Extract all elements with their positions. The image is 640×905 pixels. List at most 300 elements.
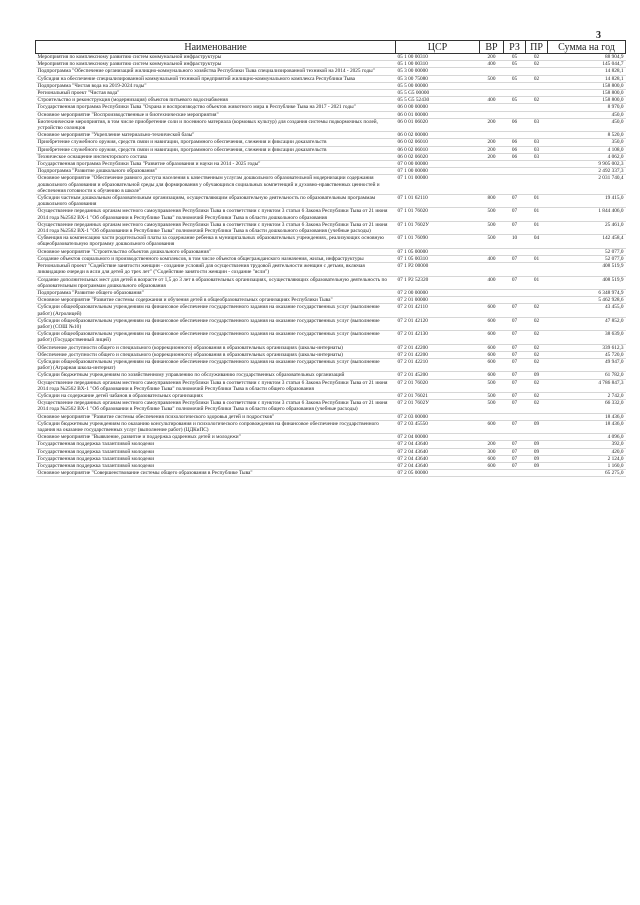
row-rz xyxy=(504,68,526,75)
row-csr: 07 0 00 00000 xyxy=(396,161,480,168)
row-pr xyxy=(526,161,548,168)
row-rz: 06 xyxy=(504,118,526,131)
row-name: Субсидия на обеспечение специализированной коммунальной техникой предприятий жилищно-коммунального комплекса Республики Тыва xyxy=(36,75,396,82)
row-sum: 4 108,0 xyxy=(548,146,626,153)
row-rz: 07 xyxy=(504,441,526,448)
row-csr: 07 2 01 42130 xyxy=(396,331,480,344)
row-csr: 05 3 00 75080 xyxy=(396,75,480,82)
row-csr: 07 2 04 43640 xyxy=(396,455,480,462)
row-vr: 500 xyxy=(480,75,504,82)
row-pr xyxy=(526,289,548,296)
row-sum: 4 096,0 xyxy=(548,434,626,441)
row-vr: 600 xyxy=(480,372,504,379)
table-row xyxy=(36,221,626,234)
row-sum: 88 904,9 xyxy=(548,54,626,61)
row-rz xyxy=(504,248,526,255)
row-csr: 07 1 01 7602У xyxy=(396,221,480,234)
row-csr: 07 2 04 00000 xyxy=(396,434,480,441)
row-rz: 07 xyxy=(504,455,526,462)
row-rz xyxy=(504,82,526,89)
row-csr: 07 2 04 43640 xyxy=(396,448,480,455)
row-name: Осуществление переданных органам местного самоуправления Республики Тыва в соответствии с пунктом 3 статьи 6 Закона Республики Тыва от 21 июня 2014 года №2562 ВХ-1 "Об образовании в Республике Тыва" полномочий Республики Тыва в области общего образования (учебные расходы) xyxy=(36,400,396,413)
table-row xyxy=(36,413,626,420)
row-rz: 07 xyxy=(504,462,526,469)
row-csr: 05 5 G5 00000 xyxy=(396,90,480,97)
row-sum: 158 800,0 xyxy=(548,97,626,104)
row-name: Государственная программа Республики Тыва "Развитие образования и науки на 2014 - 2025 годы" xyxy=(36,161,396,168)
row-vr: 600 xyxy=(480,331,504,344)
row-name: Государственная поддержка талантливой молодежи xyxy=(36,455,396,462)
row-pr xyxy=(526,470,548,477)
row-name: Субсидии бюджетным учреждениям по оказанию консультирования и психологического сопровождения на финансовое обеспечение государственного задания на оказание государственных услуг (выполнение работ) (ЦДКиПС) xyxy=(36,420,396,433)
row-name: Субвенция на компенсацию части родительской платы за содержание ребенка в муниципальных образовательных учреждениях, реализующих основную общеобразовательную программу дошкольного образования xyxy=(36,235,396,248)
row-vr: 200 xyxy=(480,441,504,448)
row-vr xyxy=(480,90,504,97)
row-vr: 500 xyxy=(480,392,504,399)
table-row xyxy=(36,434,626,441)
row-pr: 03 xyxy=(526,139,548,146)
row-csr: 07 2 03 45550 xyxy=(396,420,480,433)
row-sum: 38 639,0 xyxy=(548,331,626,344)
row-vr: 500 xyxy=(480,221,504,234)
row-pr: 09 xyxy=(526,420,548,433)
table-row xyxy=(36,61,626,68)
row-csr: 06 0 02 06010 xyxy=(396,146,480,153)
table-row xyxy=(36,441,626,448)
row-csr: 07 2 01 76021 xyxy=(396,392,480,399)
table-row xyxy=(36,153,626,160)
budget-table xyxy=(35,40,626,477)
table-row xyxy=(36,146,626,153)
row-vr: 600 xyxy=(480,344,504,351)
row-pr: 01 xyxy=(526,221,548,234)
header-csr: ЦСР xyxy=(396,41,480,54)
row-vr: 500 xyxy=(480,379,504,392)
row-csr: 06 0 01 00000 xyxy=(396,111,480,118)
header-sum: Сумма на год xyxy=(548,41,626,54)
row-vr xyxy=(480,297,504,304)
row-rz: 05 xyxy=(504,54,526,61)
row-vr xyxy=(480,470,504,477)
row-name: Региональный проект "Содействие занятости женщин - создание условий для осуществления трудовой деятельности женщин с детьми, включая ликвидацию очереди в ясли для детей до трех лет" ("Содействие занятости женщин - создание "ясли") xyxy=(36,263,396,276)
row-rz: 05 xyxy=(504,97,526,104)
row-rz: 07 xyxy=(504,344,526,351)
row-name: Обеспечение доступности общего и специального (коррекционного) образования в образовательных организациях (школы-интернаты) xyxy=(36,344,396,351)
row-vr xyxy=(480,248,504,255)
row-pr xyxy=(526,90,548,97)
row-pr xyxy=(526,132,548,139)
row-name: Основное мероприятие "Развитие системы обеспечения психологического здоровья детей и подростков" xyxy=(36,413,396,420)
row-csr: 06 0 02 00000 xyxy=(396,132,480,139)
row-csr: 07 1 01 76090 xyxy=(396,235,480,248)
row-csr: 07 1 01 62110 xyxy=(396,195,480,208)
row-sum: 61 782,0 xyxy=(548,372,626,379)
row-vr xyxy=(480,289,504,296)
header-rz: РЗ xyxy=(504,41,526,54)
row-vr: 500 xyxy=(480,400,504,413)
row-vr xyxy=(480,132,504,139)
row-vr xyxy=(480,263,504,276)
row-vr: 200 xyxy=(480,139,504,146)
row-csr: 07 1 P2 52320 xyxy=(396,276,480,289)
row-sum: 2 742,0 xyxy=(548,392,626,399)
row-sum: 158 800,0 xyxy=(548,90,626,97)
table-row xyxy=(36,104,626,111)
row-pr: 09 xyxy=(526,462,548,469)
row-pr: 02 xyxy=(526,331,548,344)
row-csr: 07 2 01 42110 xyxy=(396,304,480,317)
row-vr: 400 xyxy=(480,255,504,262)
row-vr: 400 xyxy=(480,276,504,289)
row-name: Субсидии общеобразовательным учреждениям на финансовое обеспечение государственного задания на оказание государственных услуг (выполнение работ) (Аграрная школа-интернат) xyxy=(36,358,396,371)
row-pr: 01 xyxy=(526,276,548,289)
row-pr xyxy=(526,297,548,304)
row-csr: 07 1 P2 00000 xyxy=(396,263,480,276)
row-rz: 07 xyxy=(504,392,526,399)
row-rz: 07 xyxy=(504,195,526,208)
row-name: Субсидии общеобразовательным учреждениям на финансовое обеспечение государственного задания на оказание государственных услуг (выполнение работ) (СОШ №10) xyxy=(36,317,396,330)
row-name: Подпрограмма "Развитие дошкольного образования" xyxy=(36,168,396,175)
table-row xyxy=(36,90,626,97)
row-pr: 02 xyxy=(526,392,548,399)
table-row xyxy=(36,82,626,89)
row-rz: 07 xyxy=(504,304,526,317)
row-vr: 200 xyxy=(480,118,504,131)
row-sum: 47 852,0 xyxy=(548,317,626,330)
header-pr: ПР xyxy=(526,41,548,54)
row-pr xyxy=(526,263,548,276)
row-csr: 07 1 00 00000 xyxy=(396,168,480,175)
row-name: Создание объектов социального и производственного комплексов, в том числе объектов общегражданского назначения, жилья, инфраструктуры xyxy=(36,255,396,262)
header-vr: ВР xyxy=(480,41,504,54)
row-vr: 200 xyxy=(480,146,504,153)
row-vr: 400 xyxy=(480,61,504,68)
row-csr: 07 2 04 43640 xyxy=(396,441,480,448)
row-rz: 07 xyxy=(504,400,526,413)
table-row xyxy=(36,195,626,208)
row-name: Субсидии общеобразовательным учреждениям на финансовое обеспечение государственного задания на оказание государственных услуг (выполнение работ) (Агролицей) xyxy=(36,304,396,317)
table-row xyxy=(36,208,626,221)
row-sum: 450,0 xyxy=(548,118,626,131)
row-name: Государственная поддержка талантливой молодежи xyxy=(36,462,396,469)
row-name: Обеспечение доступности общего и специального (коррекционного) образования в образовательных организациях (школы-интернаты) xyxy=(36,351,396,358)
row-csr: 07 2 01 00000 xyxy=(396,297,480,304)
table-row xyxy=(36,351,626,358)
row-pr: 02 xyxy=(526,351,548,358)
row-name: Мероприятия по комплексному развитию систем коммунальной инфраструктуры xyxy=(36,54,396,61)
row-pr: 03 xyxy=(526,146,548,153)
row-vr: 600 xyxy=(480,358,504,371)
row-name: Биотехнические мероприятия, в том числе приобретение соли и посевного материала (кормовых культур) для создания системы подкормочных полей, устройство солонцов xyxy=(36,118,396,131)
row-csr: 07 2 00 00000 xyxy=(396,289,480,296)
row-name: Основное мероприятие "Строительство объектов дошкольного образования" xyxy=(36,248,396,255)
row-csr: 07 2 05 00000 xyxy=(396,470,480,477)
row-pr: 01 xyxy=(526,255,548,262)
row-pr: 02 xyxy=(526,379,548,392)
table-row xyxy=(36,235,626,248)
row-vr: 600 xyxy=(480,351,504,358)
row-name: Субсидии частным дошкольным образовательным организациям, осуществляющим образовательную деятельность по образовательным программам дошкольного образования xyxy=(36,195,396,208)
row-pr: 02 xyxy=(526,304,548,317)
row-sum: 420,0 xyxy=(548,448,626,455)
row-csr: 06 0 02 06020 xyxy=(396,153,480,160)
row-rz: 07 xyxy=(504,379,526,392)
table-row xyxy=(36,289,626,296)
row-name: Приобретение служебного оружия, средств связи и навигации, программного обеспечения, слежения и фиксации доказательств xyxy=(36,139,396,146)
table-row xyxy=(36,255,626,262)
table-row xyxy=(36,455,626,462)
row-pr: 02 xyxy=(526,97,548,104)
row-csr: 07 2 01 42200 xyxy=(396,344,480,351)
row-vr xyxy=(480,413,504,420)
row-rz xyxy=(504,111,526,118)
row-vr: 200 xyxy=(480,54,504,61)
table-row xyxy=(36,470,626,477)
row-name: Основное мероприятие "Обеспечение равного доступа населения к качественным услугам дошкольного образовательной модернизации содержания дошкольного образования и образовательной среды для формирования у обучающихся социальных компетенций и духовно-нравственных ценностей и обеспечения готовности к обучению в школе" xyxy=(36,175,396,195)
row-name: Осуществление переданных органам местного самоуправления Республики Тыва в соответствии с пунктом 3 статьи 6 Закона Республики Тыва от 21 июня 2014 года №2562 ВХ-1 "Об образовании в Республике Тыва" полномочий Республики Тыва в области общего образования xyxy=(36,379,396,392)
page-number: 3 xyxy=(596,30,601,41)
row-vr xyxy=(480,82,504,89)
table-row xyxy=(36,68,626,75)
row-csr: 07 2 01 76020 xyxy=(396,379,480,392)
row-rz: 06 xyxy=(504,153,526,160)
table-row xyxy=(36,75,626,82)
row-pr: 09 xyxy=(526,455,548,462)
header-name: Наименование xyxy=(36,41,396,54)
row-sum: 2 492 337,3 xyxy=(548,168,626,175)
row-sum: 142 458,4 xyxy=(548,235,626,248)
row-sum: 2 124,0 xyxy=(548,455,626,462)
row-name: Государственная поддержка талантливой молодежи xyxy=(36,441,396,448)
table-row xyxy=(36,304,626,317)
row-csr: 05 3 00 00000 xyxy=(396,68,480,75)
row-pr xyxy=(526,175,548,195)
row-vr xyxy=(480,68,504,75)
row-csr: 07 2 03 00000 xyxy=(396,413,480,420)
table-row xyxy=(36,111,626,118)
row-name: Региональный проект "Чистая вода" xyxy=(36,90,396,97)
row-sum: 14 828,1 xyxy=(548,68,626,75)
row-name: Субсидии на содержание детей чабанов в образовательных организациях xyxy=(36,392,396,399)
row-rz: 07 xyxy=(504,351,526,358)
row-pr xyxy=(526,82,548,89)
row-sum: 49 947,0 xyxy=(548,358,626,371)
row-pr xyxy=(526,434,548,441)
row-rz: 07 xyxy=(504,317,526,330)
row-pr: 01 xyxy=(526,195,548,208)
row-rz: 05 xyxy=(504,61,526,68)
row-vr: 500 xyxy=(480,235,504,248)
row-pr: 09 xyxy=(526,441,548,448)
table-body xyxy=(36,54,626,477)
row-rz xyxy=(504,161,526,168)
row-csr: 07 2 01 42120 xyxy=(396,317,480,330)
table-row xyxy=(36,462,626,469)
row-sum: 65 275,0 xyxy=(548,470,626,477)
row-pr: 02 xyxy=(526,344,548,351)
row-sum: 19 415,0 xyxy=(548,195,626,208)
row-pr: 02 xyxy=(526,61,548,68)
row-sum: 350,0 xyxy=(548,139,626,146)
row-rz xyxy=(504,90,526,97)
row-sum: 52 077,0 xyxy=(548,248,626,255)
row-rz: 06 xyxy=(504,139,526,146)
row-sum: 408 519,9 xyxy=(548,263,626,276)
table-row xyxy=(36,379,626,392)
row-name: Государственная поддержка талантливой молодежи xyxy=(36,448,396,455)
row-csr: 05 1 00 00310 xyxy=(396,61,480,68)
table-row xyxy=(36,263,626,276)
row-sum: 66 332,0 xyxy=(548,400,626,413)
row-vr: 600 xyxy=(480,462,504,469)
row-name: Техническое оснащение инспекторского состава xyxy=(36,153,396,160)
row-pr: 02 xyxy=(526,400,548,413)
table-row xyxy=(36,317,626,330)
table-row xyxy=(36,448,626,455)
table-row xyxy=(36,344,626,351)
row-sum: 450,0 xyxy=(548,111,626,118)
row-rz: 07 xyxy=(504,276,526,289)
row-pr xyxy=(526,68,548,75)
row-pr: 04 xyxy=(526,235,548,248)
row-name: Основное мероприятие "Совершенствование системы общего образования в Республике Тыва" xyxy=(36,470,396,477)
row-name: Основное мероприятие "Выявление, развитие и поддержка одаренных детей и молодежи" xyxy=(36,434,396,441)
row-name: Создание дополнительных мест для детей в возрасте от 1,5 до 3 лет в образовательных организациях, осуществляющих образовательную деятельность по образовательным программам дошкольного образования xyxy=(36,276,396,289)
row-csr: 07 2 01 45200 xyxy=(396,372,480,379)
row-vr: 600 xyxy=(480,317,504,330)
table-row xyxy=(36,175,626,195)
row-csr: 07 2 01 42210 xyxy=(396,358,480,371)
row-rz xyxy=(504,175,526,195)
row-vr: 500 xyxy=(480,208,504,221)
table-row xyxy=(36,161,626,168)
row-vr: 600 xyxy=(480,420,504,433)
row-rz: 07 xyxy=(504,221,526,234)
row-sum: 4 786 847,3 xyxy=(548,379,626,392)
table-row xyxy=(36,358,626,371)
row-pr: 03 xyxy=(526,118,548,131)
row-csr: 06 0 00 00000 xyxy=(396,104,480,111)
row-name: Основное мероприятие "Воспроизводственные и биотехнические мероприятия" xyxy=(36,111,396,118)
row-csr: 05 1 00 00310 xyxy=(396,54,480,61)
row-name: Подпрограмма "Обеспечение организаций жилищно-коммунального хозяйства Республики Тыва специализированной техникой на 2014 - 2025 годы" xyxy=(36,68,396,75)
row-pr xyxy=(526,248,548,255)
row-sum: 4 062,0 xyxy=(548,153,626,160)
row-name: Осуществление переданных органам местного самоуправления Республики Тыва в соответствии с пунктом 3 статьи 6 Закона Республики Тыва от 21 июня 2014 года №2562 ВХ-1 "Об образовании в Республике Тыва" полномочий Республики Тыва в области дошкольного образования xyxy=(36,208,396,221)
table-row xyxy=(36,276,626,289)
row-pr: 02 xyxy=(526,54,548,61)
table-row xyxy=(36,54,626,61)
row-pr: 02 xyxy=(526,358,548,371)
row-csr: 07 1 05 00000 xyxy=(396,248,480,255)
row-csr: 07 2 01 7602У xyxy=(396,400,480,413)
row-vr: 600 xyxy=(480,304,504,317)
row-sum: 2 031 740,4 xyxy=(548,175,626,195)
row-pr xyxy=(526,168,548,175)
row-name: Мероприятия по комплексному развитию систем коммунальной инфраструктуры xyxy=(36,61,396,68)
row-csr: 07 1 01 00000 xyxy=(396,175,480,195)
row-rz xyxy=(504,470,526,477)
row-sum: 145 044,7 xyxy=(548,61,626,68)
row-rz: 07 xyxy=(504,420,526,433)
row-name: Осуществление переданных органам местного самоуправления Республики Тыва в соответствии с пунктом 3 статьи 6 Закона Республики Тыва от 21 июня 2014 года №2562 ВХ-1 "Об образовании в Республике Тыва" полномочий Республики Тыва в области дошкольного образования (учебные расходы) xyxy=(36,221,396,234)
row-rz xyxy=(504,132,526,139)
row-sum: 6 348 974,9 xyxy=(548,289,626,296)
table-row xyxy=(36,168,626,175)
row-name: Субсидии бюджетным учреждениям по хозяйственному управлению по обслуживанию государственных образовательных организаций xyxy=(36,372,396,379)
row-name: Основное мероприятие "Развитие системы содержания и обучения детей в общеобразовательных организациях Республики Тыва" xyxy=(36,297,396,304)
row-rz xyxy=(504,263,526,276)
row-name: Строительство и реконструкция (модернизация) объектов питьевого водоснабжения xyxy=(36,97,396,104)
row-rz: 07 xyxy=(504,448,526,455)
row-name: Основное мероприятие "Укрепление материально-технической базы" xyxy=(36,132,396,139)
row-csr: 07 2 01 42200 xyxy=(396,351,480,358)
row-csr: 06 0 02 06010 xyxy=(396,139,480,146)
row-sum: 1 160,0 xyxy=(548,462,626,469)
table-row xyxy=(36,132,626,139)
row-sum: 408 519,9 xyxy=(548,276,626,289)
row-vr: 300 xyxy=(480,448,504,455)
row-name: Подпрограмма "Развитие общего образования" xyxy=(36,289,396,296)
table-row xyxy=(36,400,626,413)
row-rz xyxy=(504,168,526,175)
row-rz: 05 xyxy=(504,75,526,82)
row-name: Приобретение служебного оружия, средств связи и навигации, программного обеспечения, слежения и фиксации доказательств xyxy=(36,146,396,153)
row-pr: 09 xyxy=(526,448,548,455)
row-sum: 43 455,0 xyxy=(548,304,626,317)
row-sum: 52 077,0 xyxy=(548,255,626,262)
row-vr xyxy=(480,161,504,168)
row-name: Государственная программа Республики Тыва "Охрана и воспроизводство объектов животного мира в Республике Тыва на 2017 - 2021 годы" xyxy=(36,104,396,111)
row-sum: 392,0 xyxy=(548,441,626,448)
row-pr: 02 xyxy=(526,75,548,82)
row-pr xyxy=(526,104,548,111)
row-vr xyxy=(480,104,504,111)
row-rz: 10 xyxy=(504,235,526,248)
row-sum: 8 970,0 xyxy=(548,104,626,111)
row-rz: 07 xyxy=(504,372,526,379)
row-rz: 07 xyxy=(504,255,526,262)
table-header-row xyxy=(36,41,626,54)
row-vr: 200 xyxy=(480,153,504,160)
row-rz xyxy=(504,434,526,441)
row-pr: 09 xyxy=(526,372,548,379)
row-sum: 18 436,0 xyxy=(548,413,626,420)
row-name: Подпрограмма "Чистая вода на 2019-2024 годы" xyxy=(36,82,396,89)
row-sum: 14 828,1 xyxy=(548,75,626,82)
row-csr: 07 2 04 43640 xyxy=(396,462,480,469)
row-vr: 600 xyxy=(480,455,504,462)
row-sum: 45 720,0 xyxy=(548,351,626,358)
row-csr: 05 5 G5 52430 xyxy=(396,97,480,104)
row-csr: 05 5 00 00000 xyxy=(396,82,480,89)
row-vr xyxy=(480,168,504,175)
row-pr: 01 xyxy=(526,208,548,221)
row-rz: 06 xyxy=(504,146,526,153)
row-csr: 07 1 01 76020 xyxy=(396,208,480,221)
table-row xyxy=(36,139,626,146)
row-vr xyxy=(480,434,504,441)
row-pr: 02 xyxy=(526,317,548,330)
row-sum: 18 436,0 xyxy=(548,420,626,433)
table-row xyxy=(36,118,626,131)
table-row xyxy=(36,297,626,304)
row-name: Субсидии общеобразовательным учреждениям на финансовое обеспечение государственного задания на оказание государственных услуг (выполнение работ) (Государственный лицей) xyxy=(36,331,396,344)
row-csr: 07 1 05 00310 xyxy=(396,255,480,262)
row-vr: 400 xyxy=(480,97,504,104)
row-sum: 339 612,3 xyxy=(548,344,626,351)
row-rz: 07 xyxy=(504,208,526,221)
